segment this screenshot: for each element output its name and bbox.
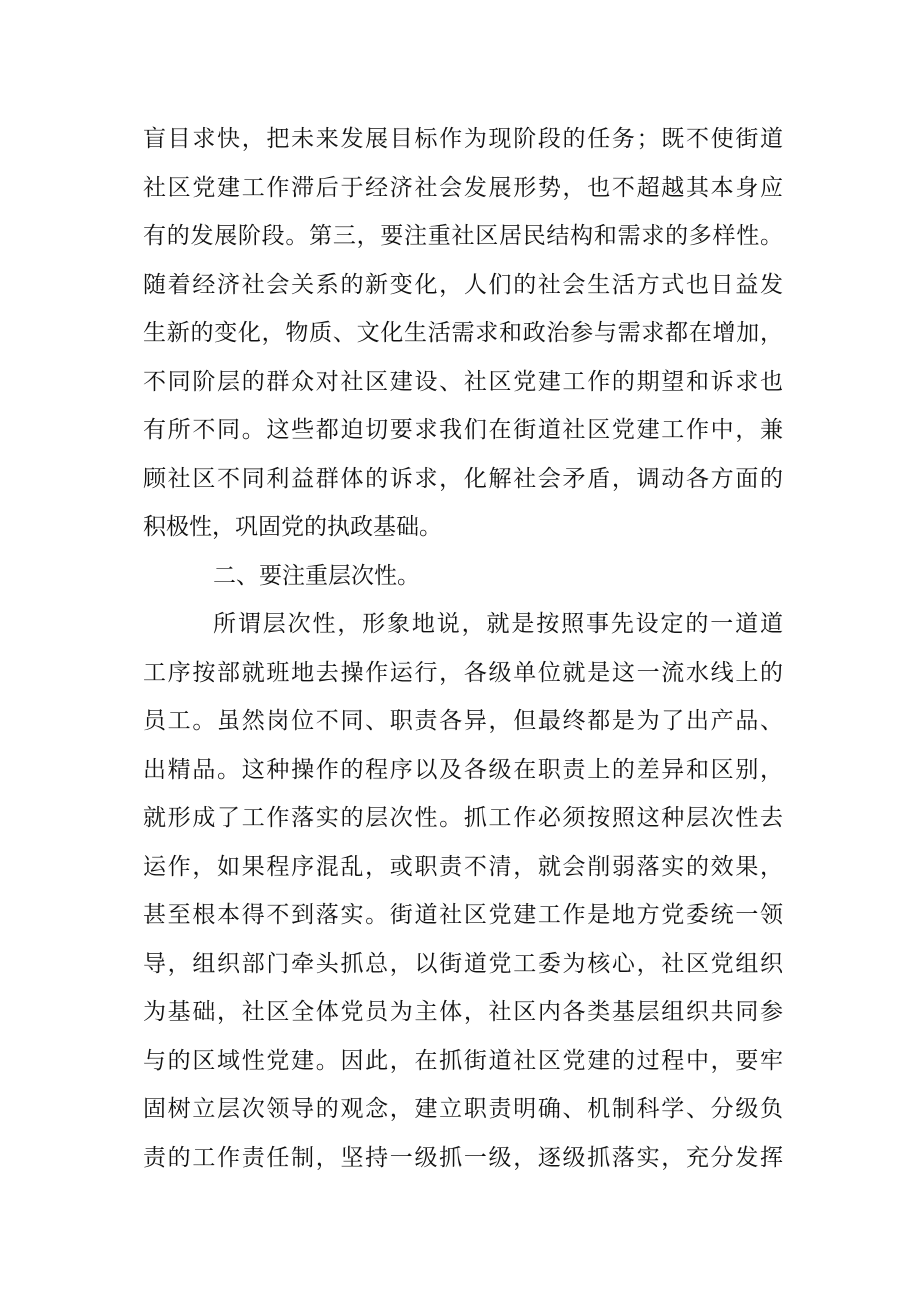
text-line: 工序按部就班地去操作运行，各级单位就是这一流水线上的	[143, 659, 783, 686]
text-line: 与的区域性党建。因此，在抓街道社区党建的过程中，要牢	[143, 1047, 783, 1074]
text-line: 所谓层次性，形象地说，就是按照事先设定的一道道	[213, 611, 783, 637]
text-line: 积极性，巩固党的执政基础。	[143, 514, 442, 540]
text-line: 导，组织部门牵头抓总，以街道党工委为核心，社区党组织	[143, 950, 783, 977]
paragraph-2	[143, 600, 783, 1182]
text-line: 生新的变化，物质、文化生活需求和政治参与需求都在增加，	[143, 320, 783, 346]
text-line: 员工。虽然岗位不同、职责各异，但最终都是为了出产品、	[143, 708, 783, 734]
text-line: 甚至根本得不到落实。街道社区党建工作是地方党委统一领	[143, 902, 783, 928]
text-line: 责的工作责任制，坚持一级抓一级，逐级抓落实，充分发挥	[143, 1144, 783, 1171]
text-line: 随着经济社会关系的新变化，人们的社会生活方式也日益发	[143, 271, 783, 298]
text-line: 有的发展阶段。第三，要注重社区居民结构和需求的多样性。	[143, 223, 783, 249]
text-line: 固树立层次领导的观念，建立职责明确、机制科学、分级负	[143, 1096, 783, 1122]
text-line: 社区党建工作滞后于经济社会发展形势，也不超越其本身应	[143, 174, 783, 201]
text-line: 不同阶层的群众对社区建设、社区党建工作的期望和诉求也	[143, 368, 783, 395]
text-line: 为基础，社区全体党员为主体，社区内各类基层组织共同参	[143, 999, 783, 1025]
text-line: 就形成了工作落实的层次性。抓工作必须按照这种层次性去	[143, 805, 783, 831]
document-body	[143, 115, 783, 1182]
paragraph-1	[143, 115, 783, 552]
text-line: 运作，如果程序混乱，或职责不清，就会削弱落实的效果，	[143, 853, 783, 880]
text-line: 有所不同。这些都迫切要求我们在街道社区党建工作中，兼	[143, 417, 783, 443]
text-line: 出精品。这种操作的程序以及各级在职责上的差异和区别，	[143, 756, 783, 783]
text-line: 盲目求快，把未来发展目标作为现阶段的任务；既不使街道	[143, 126, 783, 152]
text-line: 顾社区不同利益群体的诉求，化解社会矛盾，调动各方面的	[143, 465, 783, 492]
section-heading: 二、要注重层次性。	[213, 562, 420, 589]
